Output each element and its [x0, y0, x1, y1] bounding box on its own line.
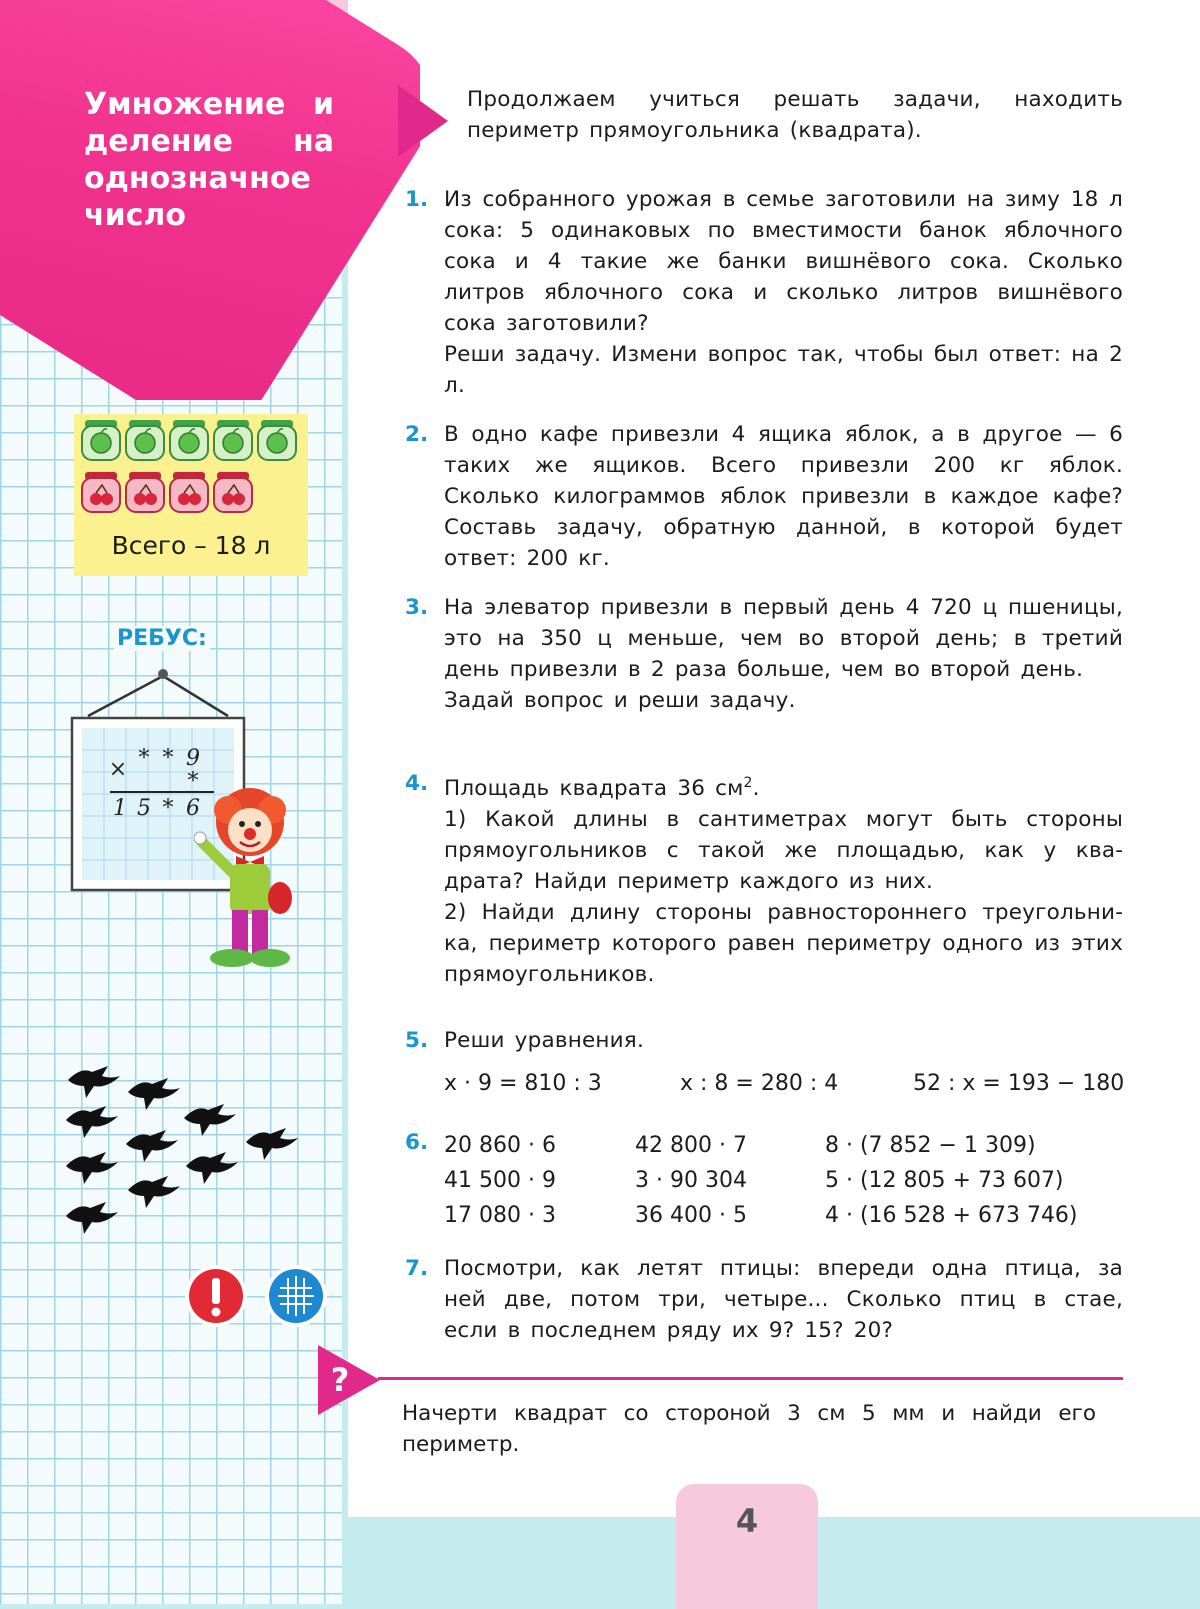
- task-number: 7.: [405, 1256, 429, 1281]
- apple-jar-icon: [126, 420, 164, 460]
- expression: 8 · (7 852 − 1 309): [825, 1133, 1036, 1158]
- question-icon: [318, 1345, 380, 1415]
- task-text: Из собранного урожая в семье заготовили на зиму 18 л сока: 5 одинаковых по вместимости банок яблочного сока и 4 такие же банки вишнёвого сока. Сколько литров яблочного сока и сколько литров вишнёвого сока заготовили?: [444, 187, 1123, 336]
- bird-icon: [128, 1078, 180, 1110]
- task-text: 1) Какой длины в сантиметрах могут быть стороны прямоугольников с такой же площадью, как у квадрата? Найди периметр каждого из них.: [444, 807, 1123, 895]
- task-7: [405, 1253, 1123, 1346]
- clown-illustration: [194, 780, 304, 980]
- rebus-sign: ×: [108, 757, 128, 782]
- intro-text: Продолжаем учиться решать задачи, находить периметр прямоугольника (квадрата).: [467, 87, 1123, 143]
- apple-jar-icon: [258, 420, 296, 460]
- rebus-digit: 6: [186, 796, 200, 821]
- bird-icon: [68, 1066, 120, 1098]
- expression: 20 860 · 6: [444, 1133, 556, 1158]
- chapter-title: Умножение и деление на однозначное число: [84, 87, 334, 233]
- divider-line: [378, 1377, 1123, 1380]
- rebus-digit: *: [187, 769, 199, 794]
- expression: 42 800 · 7: [635, 1133, 747, 1158]
- expression: 5 · (12 805 + 73 607): [825, 1168, 1064, 1193]
- expression: 36 400 · 5: [635, 1203, 747, 1228]
- task-text: Реши уравнения.: [444, 1028, 644, 1053]
- task-number: 2.: [405, 422, 429, 447]
- grid-globe-icon[interactable]: [264, 1264, 328, 1328]
- rebus-digit: 1: [113, 796, 127, 821]
- cherry-jar-icon: [170, 472, 208, 512]
- apple-jar-icon: [170, 420, 208, 460]
- bird-icon: [184, 1104, 236, 1136]
- arrow-right-icon: [398, 85, 448, 157]
- task-lead: Площадь квадрата 36 $см^2$.: [444, 775, 760, 802]
- rebus-digit: *: [162, 746, 174, 771]
- rebus-digit: 5: [137, 796, 151, 821]
- task-5: [405, 1025, 1123, 1056]
- jars-illustration: [74, 414, 308, 524]
- task-text: Реши задачу. Измени вопрос так, чтобы был ответ: на 2 л.: [444, 342, 1123, 398]
- task-number: 1.: [405, 187, 429, 212]
- task-1: [405, 184, 1123, 401]
- rebus-digit: 9: [186, 746, 200, 771]
- jars-caption: Всего – 18 л: [111, 531, 271, 560]
- jars-panel: [74, 414, 308, 576]
- cherry-jar-icon: [82, 472, 120, 512]
- task-text: Задай вопрос и реши задачу.: [444, 688, 796, 713]
- expression: 41 500 · 9: [444, 1168, 556, 1193]
- task-text: На элеватор привезли в первый день 4 720 ц пшеницы, это на 350 ц меньше, чем во второй день; в третий день привезли в 2 раза больше, чем во второй день.: [444, 595, 1123, 682]
- task-number: 5.: [405, 1028, 429, 1053]
- task-number: 6.: [405, 1130, 429, 1155]
- task-number: 3.: [405, 595, 429, 620]
- expression: 3 · 90 304: [635, 1168, 747, 1193]
- rebus-label: РЕБУС:: [114, 626, 210, 651]
- task-2: [405, 419, 1123, 574]
- rebus-digit: *: [162, 796, 174, 821]
- equation: x : 8 = 280 : 4: [680, 1071, 839, 1096]
- bird-icon: [246, 1128, 298, 1160]
- expression-column: [635, 1128, 747, 1233]
- svg-text:?: ?: [330, 1361, 350, 1399]
- rebus-digit: *: [138, 746, 150, 771]
- expression: 17 080 · 3: [444, 1203, 556, 1228]
- bird-icon: [66, 1152, 118, 1184]
- equation: 52 : x = 193 − 180: [913, 1071, 1125, 1096]
- bird-icon: [66, 1106, 118, 1138]
- expression: 4 · (16 528 + 673 746): [825, 1203, 1078, 1228]
- question-text: Начерти квадрат со стороной 3 см 5 мм и найди его периметр.: [402, 1401, 1096, 1457]
- task-text: Посмотри, как летят птицы: впереди одна птица, за ней две, потом три, четыре... Сколько птиц в стае, если в последнем ряду их 9? 15? 20?: [444, 1256, 1123, 1343]
- warning-icon[interactable]: [184, 1264, 248, 1328]
- task-text: 2) Найди длину стороны равностороннего треугольника, периметр которого равен периметру одного из этих прямоугольников.: [444, 900, 1123, 988]
- expression-column: [444, 1128, 556, 1233]
- apple-jar-icon: [82, 420, 120, 460]
- page-number: 4: [735, 1502, 759, 1540]
- equation: x · 9 = 810 : 3: [444, 1071, 602, 1096]
- task-text: В одно кафе привезли 4 ящика яблок, а в другое — 6 таких же ящиков. Всего привезли 200 кг яблок. Сколько килограммов яблок привезли в каждое кафе? Составь задачу, обратную данной, в которой будет ответ: 200 кг.: [444, 422, 1123, 571]
- bird-icon: [186, 1152, 238, 1184]
- expression-column: [825, 1128, 1078, 1233]
- cherry-jar-icon: [214, 472, 252, 512]
- birds-flock: [64, 1066, 304, 1256]
- task-4: [405, 768, 1123, 990]
- bird-icon: [66, 1202, 118, 1234]
- apple-jar-icon: [214, 420, 252, 460]
- task-number: 4.: [405, 771, 429, 796]
- task-3: [405, 592, 1123, 716]
- bird-icon: [128, 1176, 180, 1208]
- bird-icon: [126, 1130, 178, 1162]
- cherry-jar-icon: [126, 472, 164, 512]
